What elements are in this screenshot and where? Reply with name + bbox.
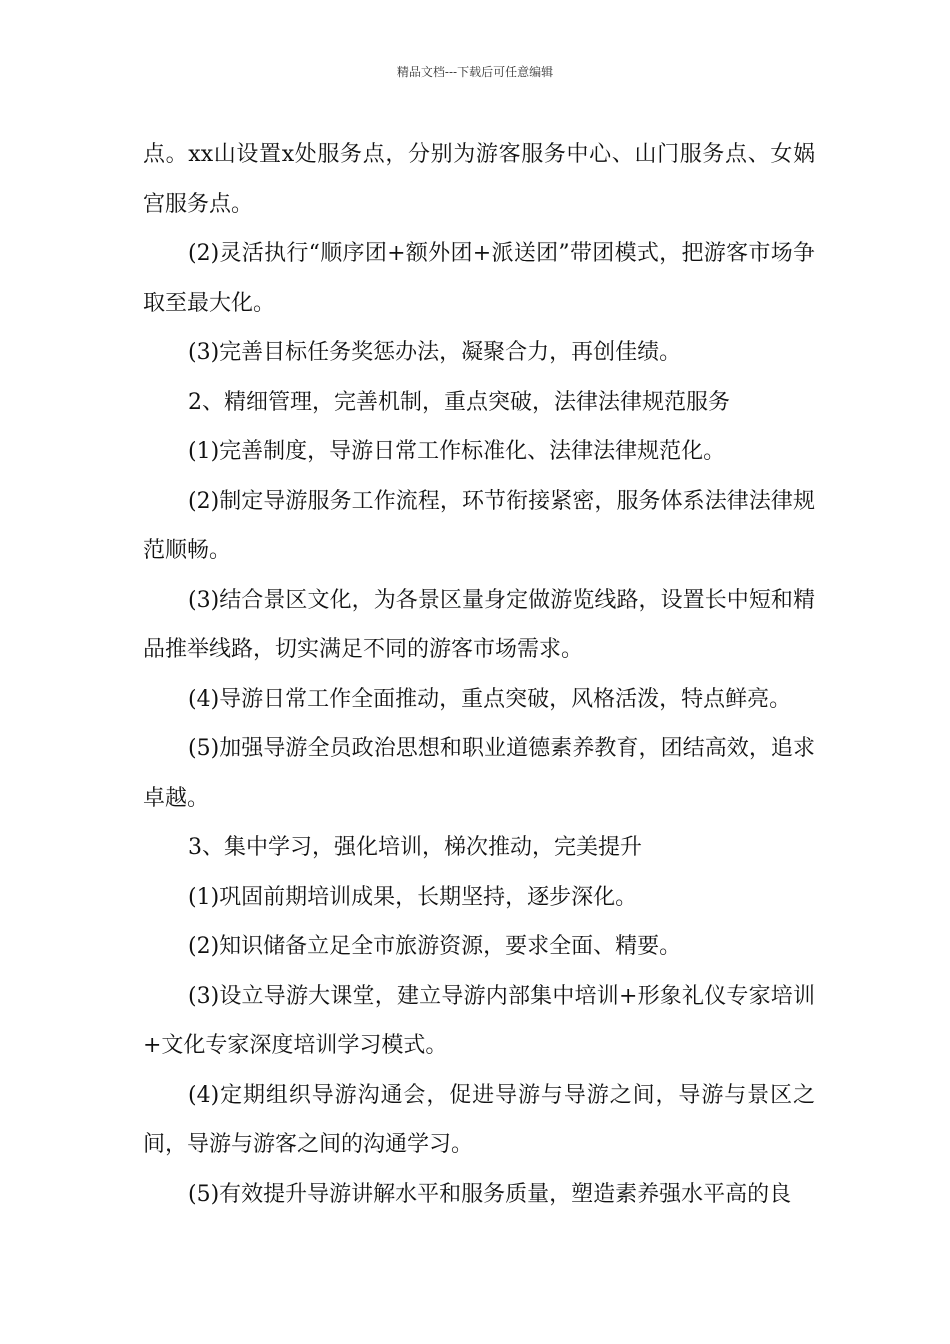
paragraph-8: (4)导游日常工作全面推动，重点突破，风格活泼，特点鲜亮。 (188, 686, 792, 712)
section-heading-2: 2、精细管理，完善机制，重点突破，法律法律规范服务 (188, 389, 730, 415)
paragraph-14: (4)定期组织导游沟通会，促进导游与导游之间，导游与景区之间，导游与游客之间的沟通学习。 (143, 1082, 815, 1157)
paragraph-11: (1)巩固前期培训成果，长期坚持，逐步深化。 (188, 884, 638, 910)
paragraph-7: (3)结合景区文化，为各景区量身定做游览线路，设置长中短和精品推举线路，切实满足不同的游客市场需求。 (143, 587, 815, 662)
page-header: 精品文档---下载后可任意编辑 (396, 65, 554, 79)
paragraph-1: 点。xx山设置x处服务点，分别为游客服务中心、山门服务点、女娲宫服务点。 (143, 142, 815, 217)
document-body (143, 130, 815, 1219)
paragraph-13: (3)设立导游大课堂，建立导游内部集中培训+形象礼仪专家培训+文化专家深度培训学习模式。 (143, 983, 815, 1058)
paragraph-3: (3)完善目标任务奖惩办法，凝聚合力，再创佳绩。 (188, 340, 682, 365)
paragraph-2: (2)灵活执行“顺序团+额外团+派送团”带团模式，把游客市场争取至最大化。 (143, 241, 815, 316)
paragraph-15: (5)有效提升导游讲解水平和服务质量，塑造素养强水平高的良 (188, 1181, 792, 1207)
paragraph-9: (5)加强导游全员政治思想和职业道德素养教育，团结高效，追求卓越。 (143, 736, 815, 811)
paragraph-5: (1)完善制度，导游日常工作标准化、法律法律规范化。 (188, 439, 726, 464)
paragraph-6: (2)制定导游服务工作流程，环节衔接紧密，服务体系法律法律规范顺畅。 (143, 488, 815, 563)
paragraph-12: (2)知识储备立足全市旅游资源，要求全面、精要。 (188, 934, 682, 959)
section-heading-3: 3、集中学习，强化培训，梯次推动，完美提升 (188, 835, 642, 860)
